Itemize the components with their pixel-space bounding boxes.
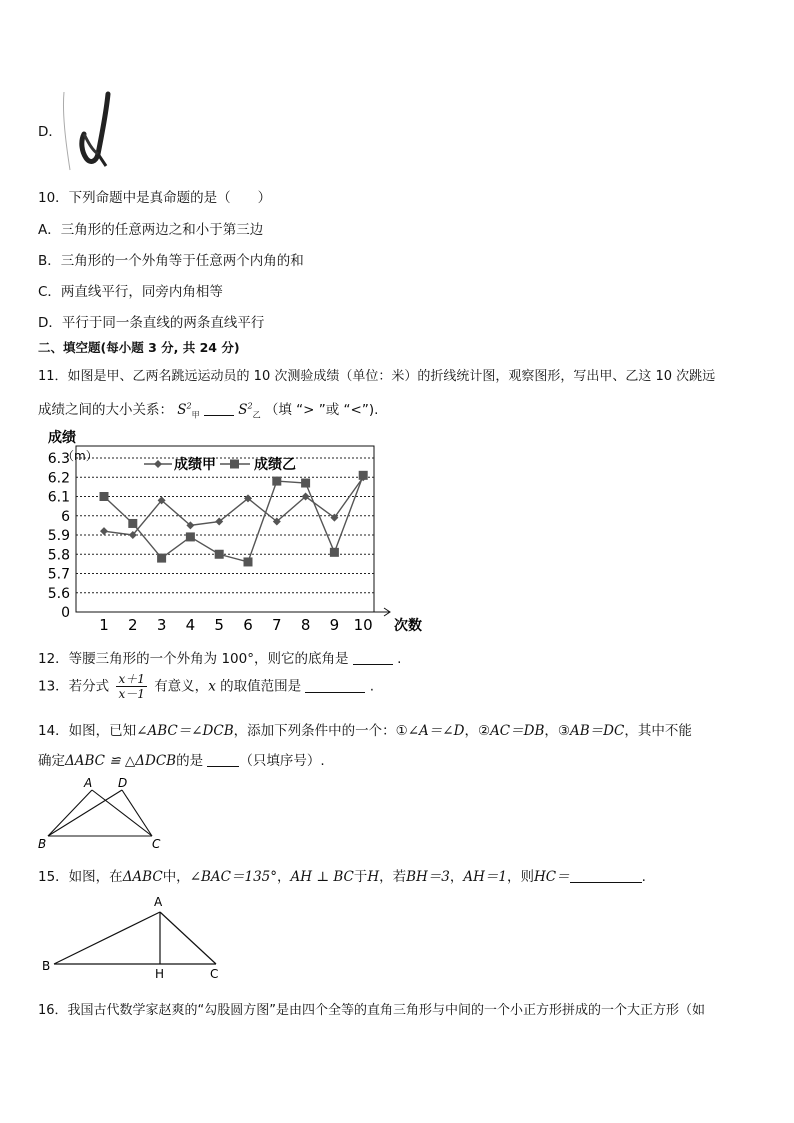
data-point-yi [186, 532, 195, 541]
data-point-yi [128, 519, 137, 528]
q15-mid3: ，若 [379, 869, 407, 885]
x-tick-label: 3 [156, 616, 167, 634]
q14-label-a: A [84, 776, 93, 790]
option-d-label: D． [38, 124, 62, 140]
q15-triangle: ΔABC [122, 869, 163, 885]
x-tick-label: 9 [329, 616, 340, 634]
q11-line1: 11．如图是甲、乙两名跳远运动员的 10 次测验成绩（单位：米）的折线统计图，观察图形，写出甲、乙这 10 次跳远 [38, 369, 716, 384]
data-point-yi [157, 554, 166, 563]
data-point-yi [215, 550, 224, 559]
q13-numerator: x＋1 [118, 672, 145, 686]
q14-cond2: AC＝DB [490, 723, 545, 739]
y-axis-unit: （m） [62, 449, 98, 463]
q14-figure [36, 776, 176, 852]
q14-end1: ，其中不能 [624, 723, 692, 739]
x-tick-labels [99, 616, 373, 634]
y-tick-label: 6.2 [47, 470, 70, 487]
q11-var-yi: $S^2_乙$ [238, 401, 261, 420]
q14-sep3: ，③ [544, 723, 570, 739]
q13-answer-blank[interactable] [305, 678, 365, 693]
y-tick-label: 6.3 [47, 451, 70, 467]
q12-text: 12．等腰三角形的一个外角为 100°，则它的底角是 [38, 651, 349, 667]
q14-seg-ac [92, 790, 152, 836]
y-tick-label: 6.1 [47, 489, 70, 506]
q10-stem: 10．下列命题中是真命题的是（ ） [38, 190, 272, 206]
q14-seg-dc [122, 790, 152, 836]
q11-answer-blank[interactable] [204, 401, 234, 416]
y-tick-label: 5.8 [47, 547, 70, 564]
q14-congruence: ΔABC ≌ △ΔDCB [65, 753, 177, 769]
q14-answer-blank[interactable] [207, 752, 239, 767]
q14-cond1: ∠A＝∠D [407, 723, 465, 739]
q15-label-c: C [210, 967, 219, 981]
q13 [38, 672, 374, 701]
x-tick-label: 10 [353, 616, 373, 634]
q13-mid: 有意义， [154, 678, 209, 695]
q13-end: . [369, 678, 374, 695]
y-axis-label: 成绩 [48, 430, 76, 446]
y-tick-label: 5.9 [47, 528, 70, 544]
q15-bh: BH＝3 [406, 869, 450, 885]
q13-denominator: x－1 [118, 687, 145, 701]
x-tick-label: 5 [214, 616, 224, 634]
q15-seg-ba [54, 912, 160, 964]
x-tick-label: 8 [300, 616, 311, 634]
data-point-yi [301, 479, 310, 488]
q10-option-d: D．平行于同一条直线的两条直线平行 [38, 315, 265, 331]
q15-figure [40, 892, 230, 982]
q14-line2 [38, 749, 325, 769]
data-point-yi [359, 471, 368, 480]
x-tick-label: 7 [272, 616, 282, 634]
q15-end: . [641, 869, 646, 885]
q15-label-h: H [155, 967, 165, 981]
q13-pre: 13．若分式 [38, 678, 110, 695]
q14-end2: （只填序号）. [239, 753, 325, 769]
q14-mid2: 的是 [176, 753, 204, 769]
q12-answer-blank[interactable] [353, 650, 393, 665]
q12 [38, 647, 401, 667]
data-point-yi [330, 548, 339, 557]
section-heading: 二、填空题(每小题 3 分, 共 24 分) [38, 340, 240, 355]
q15-answer-blank[interactable] [570, 868, 642, 883]
q16: 16．我国古代数学家赵爽的“勾股圆方图”是由四个全等的直角三角形与中间的一个小正方形拼成的一个大正方形（如 [38, 1003, 706, 1018]
q15-mid1: 中， [162, 869, 190, 885]
y-tick-label: 5.7 [47, 566, 70, 583]
q15-label-b: B [42, 959, 51, 973]
plot-area [76, 446, 374, 612]
y-tick-label: 6 [61, 508, 70, 525]
score-line-chart [40, 428, 440, 638]
q14-line1 [38, 719, 692, 739]
q10-option-c: C．两直线平行，同旁内角相等 [38, 284, 223, 300]
q14-label-d: D [118, 776, 128, 790]
q14-sep2: ，② [464, 723, 491, 739]
option-d-image [62, 84, 130, 172]
y-tick-label: 0 [61, 605, 70, 621]
q11-prefix: 成绩之间的大小关系： [38, 402, 173, 418]
q15-angle: ∠BAC＝135° [189, 869, 278, 885]
x-tick-label: 2 [128, 616, 138, 634]
q15-sep1: ， [277, 869, 291, 885]
q14-given: ∠ABC＝∠DCB [136, 723, 234, 739]
x-tick-label: 4 [185, 616, 196, 634]
q14-pre2: 确定 [38, 753, 65, 769]
q15-perp: AH ⊥ BC [290, 869, 354, 885]
q14-label-b: B [38, 837, 47, 851]
q14-label-c: C [152, 837, 161, 851]
q11-var-jia: $S^2_甲$ [177, 401, 200, 420]
x-tick-label: 6 [243, 616, 253, 634]
q15-label-a: A [154, 895, 163, 909]
y-tick-labels [48, 451, 70, 621]
q15-sep2: ， [449, 869, 464, 885]
legend-marker-yi [230, 460, 239, 469]
data-point-yi [100, 492, 109, 501]
legend-label-yi: 成绩乙 [254, 457, 296, 473]
legend-label-jia: 成绩甲 [174, 457, 216, 473]
q14-cond3: AB＝DC [570, 723, 625, 739]
q15-mid4: ，则 [507, 869, 535, 885]
x-tick-label: 1 [99, 616, 109, 634]
q15-ah: AH＝1 [463, 869, 508, 885]
q15 [38, 865, 646, 885]
q15-mid2: 于 [353, 869, 368, 885]
x-axis-arrow [374, 608, 390, 616]
q15-hc: HC＝ [534, 869, 570, 885]
q13-post: 的取值范围是 [215, 678, 302, 695]
data-point-yi [272, 477, 281, 486]
q13-fraction [116, 672, 146, 701]
q11-suffix: （填 “> ”或 “<”). [264, 402, 379, 418]
x-axis-label: 次数 [394, 618, 422, 634]
q14-pre: 14．如图，已知 [38, 723, 137, 739]
data-point-yi [244, 557, 253, 566]
q15-h: H [367, 869, 380, 885]
q14-mid: ，添加下列条件中的一个：① [233, 723, 408, 739]
q10-option-b: B．三角形的一个外角等于任意两个内角的和 [38, 253, 304, 269]
q15-pre: 15．如图，在 [38, 869, 123, 885]
q15-seg-ac [160, 912, 216, 964]
q11-line2 [38, 398, 378, 421]
q12-end: . [397, 651, 402, 667]
q10-option-a: A．三角形的任意两边之和小于第三边 [38, 222, 264, 238]
y-tick-label: 5.6 [47, 585, 70, 602]
q13-var: x [208, 678, 216, 695]
